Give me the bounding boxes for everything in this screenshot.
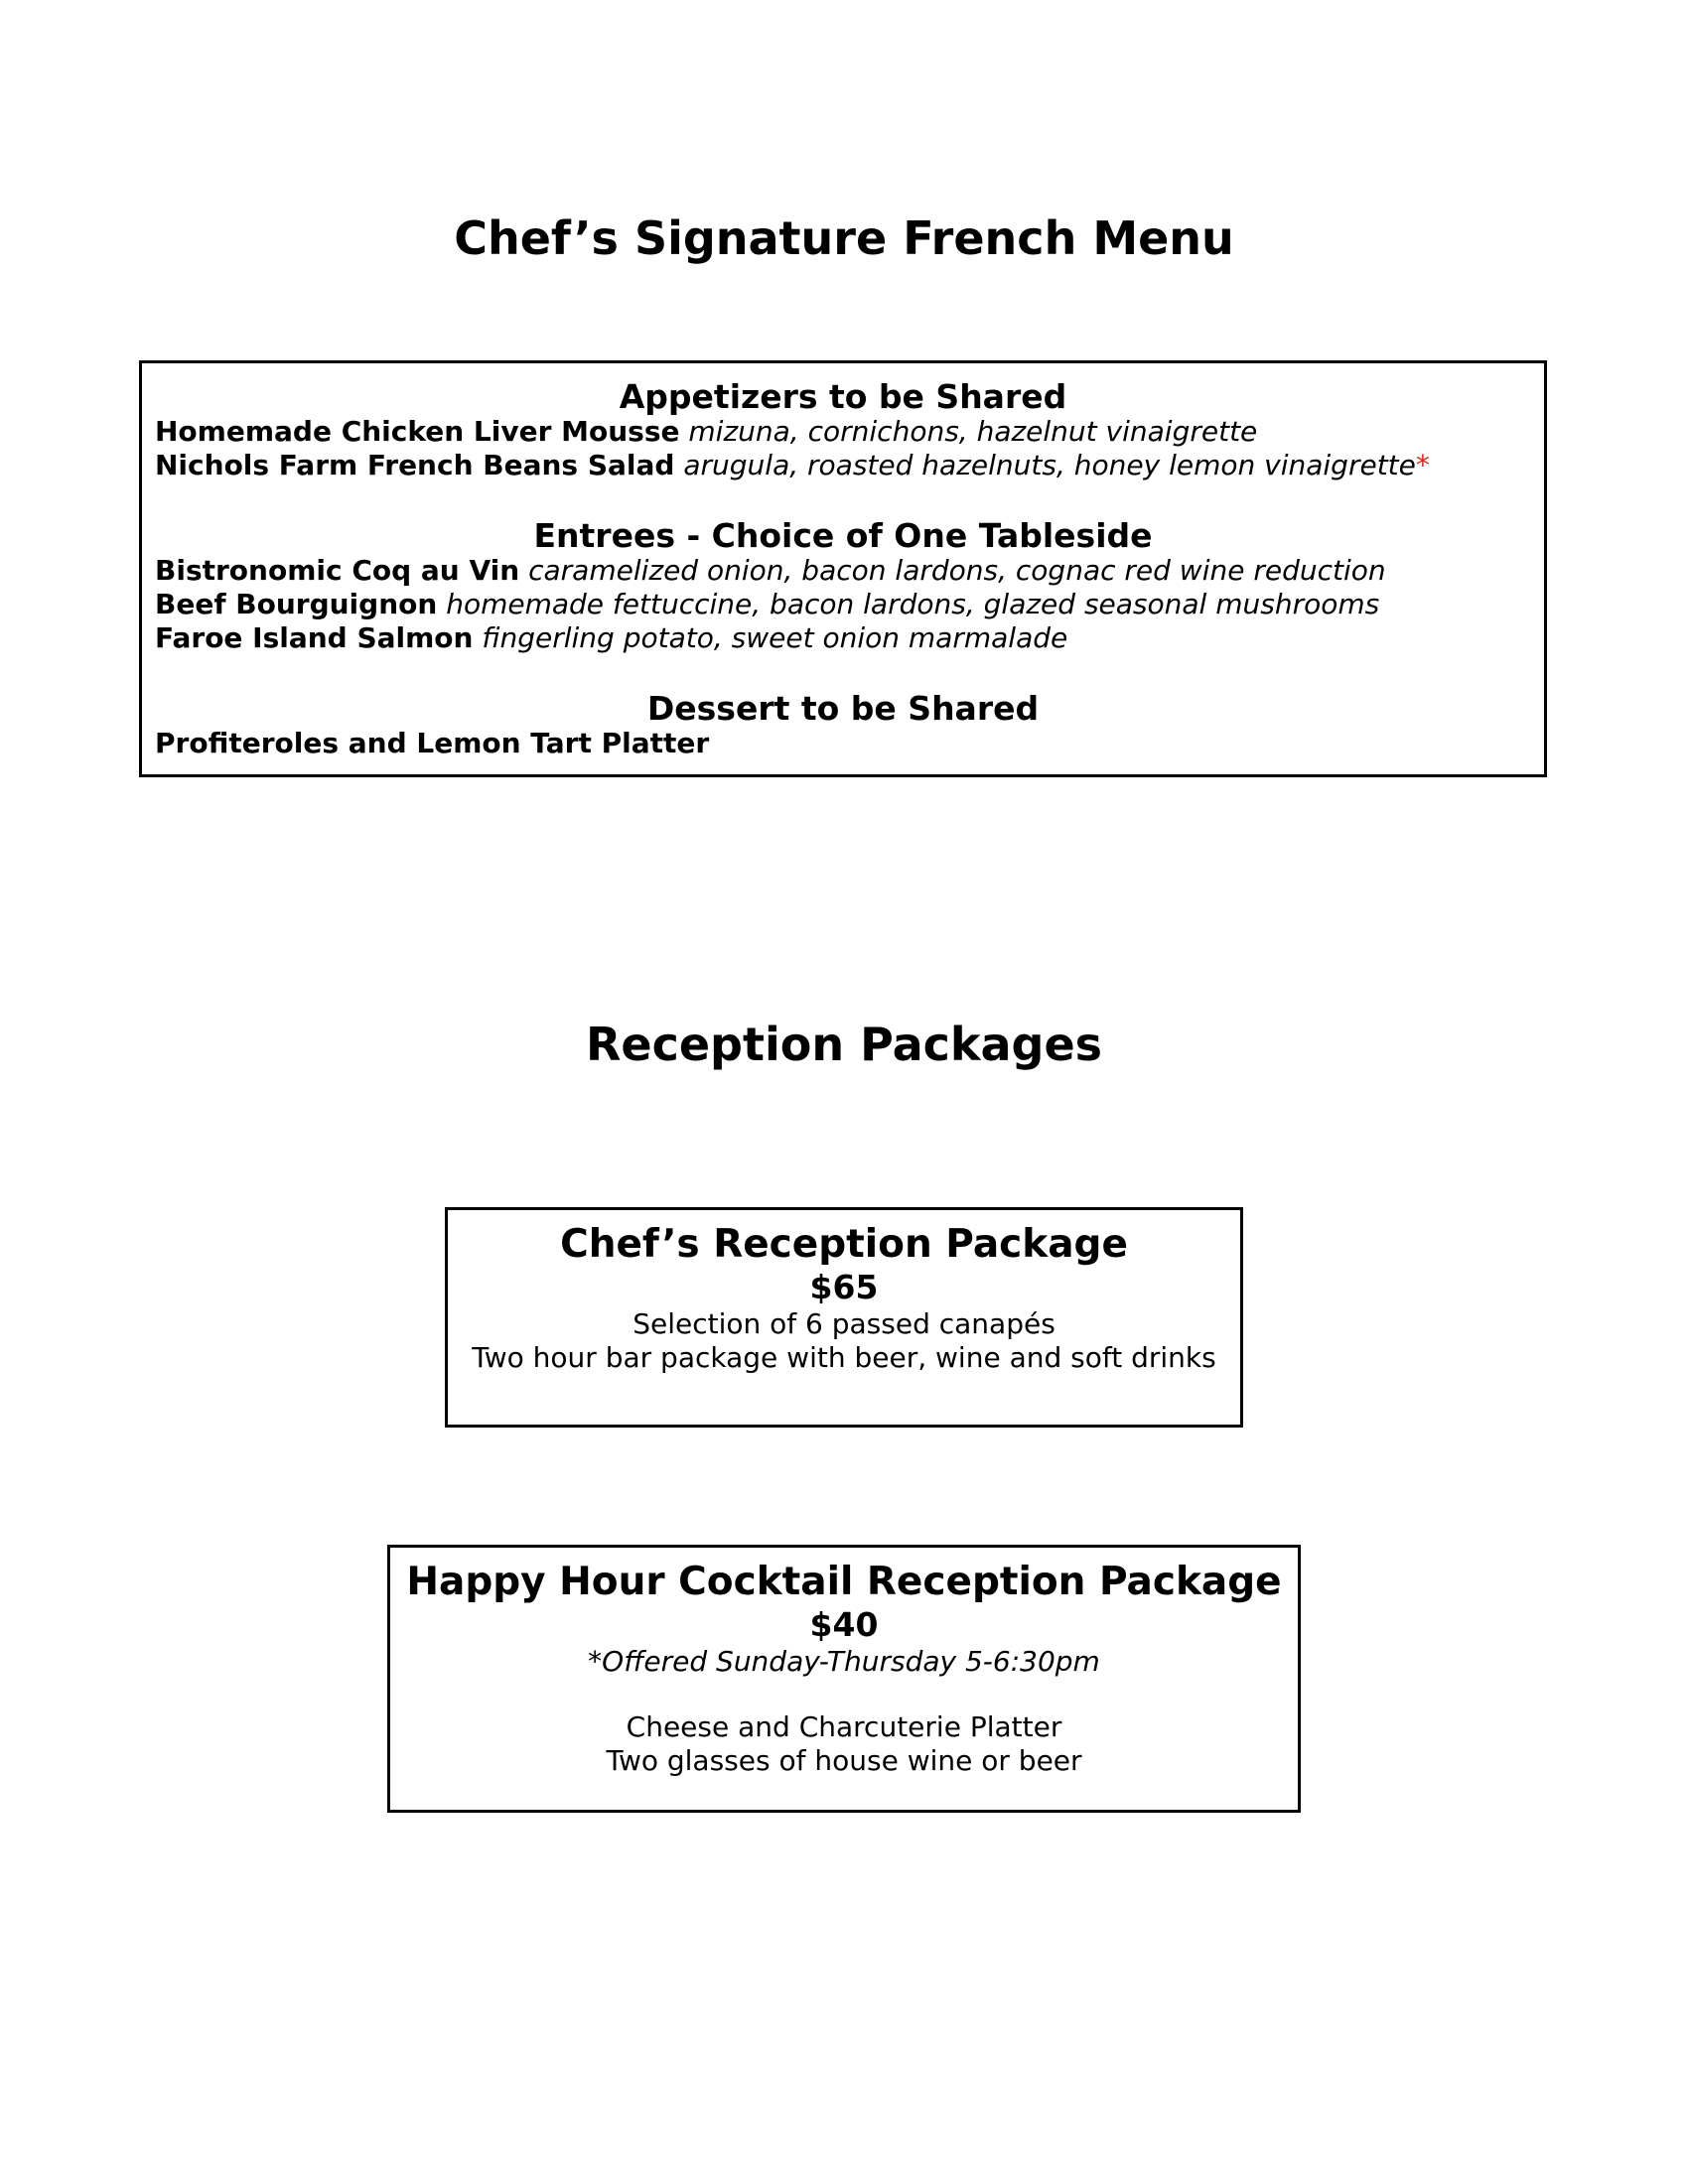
menu-item-description: mizuna, cornichons, hazelnut vinaigrette [688, 415, 1258, 448]
package-line: Two glasses of house wine or beer [606, 1744, 1082, 1777]
menu-item [155, 554, 1531, 588]
package-price: $40 [809, 1605, 879, 1644]
menu-item-name: Beef Bourguignon [155, 588, 438, 620]
dessert-heading: Dessert to be Shared [646, 689, 1040, 728]
menu-item-name: Nichols Farm French Beans Salad [155, 449, 675, 481]
package-line: Two hour bar package with beer, wine and soft drinks [472, 1341, 1216, 1374]
entrees-heading: Entrees - Choice of One Tableside [533, 516, 1153, 555]
menu-item [155, 415, 1531, 449]
menu-item-description: homemade fettuccine, bacon lardons, glazed seasonal mushrooms [446, 588, 1380, 620]
signature-menu-box [139, 360, 1547, 777]
menu-item [155, 727, 1531, 760]
happy-hour-package-box [387, 1545, 1301, 1813]
package-name: Happy Hour Cocktail Reception Package [406, 1560, 1282, 1604]
appetizers-heading: Appetizers to be Shared [619, 377, 1067, 416]
menu-item-name: Bistronomic Coq au Vin [155, 554, 520, 587]
package-line: Cheese and Charcuterie Platter [626, 1710, 1062, 1743]
chef-reception-package-box [445, 1207, 1243, 1428]
menu-item [155, 621, 1531, 655]
menu-item-description: caramelized onion, bacon lardons, cognac red wine reduction [528, 554, 1386, 587]
menu-item-description: arugula, roasted hazelnuts, honey lemon vinaigrette [683, 449, 1416, 481]
menu-item-name: Homemade Chicken Liver Mousse [155, 415, 680, 448]
package-price: $65 [809, 1268, 879, 1306]
package-name: Chef’s Reception Package [560, 1222, 1128, 1267]
menu-item [155, 588, 1531, 621]
package-line: Selection of 6 passed canapés [633, 1307, 1055, 1340]
menu-item-name: Profiteroles and Lemon Tart Platter [155, 727, 710, 759]
menu-title: Chef’s Signature French Menu [454, 211, 1234, 265]
package-note: *Offered Sunday-Thursday 5-6:30pm [588, 1645, 1100, 1678]
menu-item-name: Faroe Island Salmon [155, 621, 474, 654]
menu-item [155, 449, 1531, 482]
asterisk-marker: * [1415, 449, 1430, 481]
menu-item-description: fingerling potato, sweet onion marmalade [482, 621, 1068, 654]
reception-title: Reception Packages [585, 1018, 1103, 1071]
